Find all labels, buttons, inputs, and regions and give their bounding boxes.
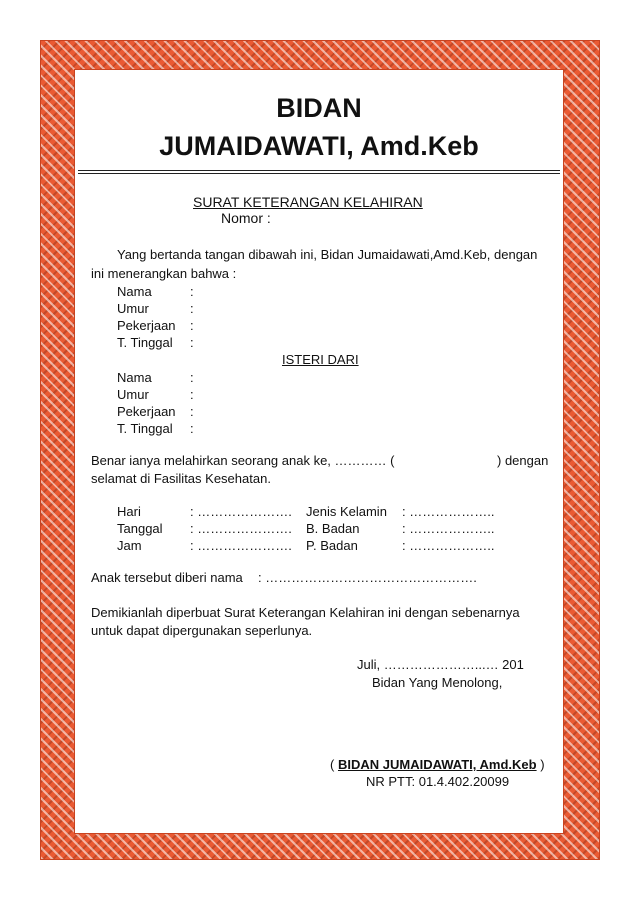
detail-label: Hari: [117, 504, 141, 519]
birth-statement: Benar ianya melahirkan seorang anak ke, ………… (: [91, 453, 395, 468]
field-colon: :: [190, 284, 194, 299]
closing-line1: Demikianlah diperbuat Surat Keterangan Kelahiran ini dengan sebenarnya: [91, 605, 520, 620]
field-label: T. Tinggal: [117, 421, 173, 436]
detail-value: : ………………….: [190, 538, 292, 553]
birth-statement-end: ) dengan: [497, 453, 549, 468]
detail-label: Jenis Kelamin: [306, 504, 387, 519]
letter-number: Nomor :: [221, 210, 271, 226]
detail-value: : ………………..: [402, 521, 495, 536]
field-colon: :: [190, 404, 194, 419]
paren-open: (: [330, 757, 335, 772]
closing-line2: untuk dapat dipergunakan seperlunya.: [91, 623, 313, 638]
field-colon: :: [190, 387, 194, 402]
detail-value: : ………………..: [402, 504, 495, 519]
field-colon: :: [190, 318, 194, 333]
detail-value: : ………………..: [402, 538, 495, 553]
field-label: Pekerjaan: [117, 404, 176, 419]
field-label: Nama: [117, 370, 152, 385]
signature-date: Juli, …………………...… 201: [357, 657, 524, 672]
signature-nr: NR PTT: 01.4.402.20099: [366, 774, 510, 789]
field-colon: :: [190, 370, 194, 385]
field-colon: :: [190, 301, 194, 316]
intro-line1: Yang bertanda tangan dibawah ini, Bidan Jumaidawati,Amd.Keb, dengan: [117, 247, 538, 262]
field-label: T. Tinggal: [117, 335, 173, 350]
detail-label: Jam: [117, 538, 142, 553]
intro-line2: ini menerangkan bahwa :: [91, 266, 237, 281]
field-label: Umur: [117, 301, 149, 316]
detail-label: B. Badan: [306, 521, 360, 536]
detail-value: : ………………….: [190, 504, 292, 519]
field-label: Umur: [117, 387, 149, 402]
header-rule-second: [78, 173, 560, 174]
field-colon: :: [190, 335, 194, 350]
paren-close: ): [540, 757, 545, 772]
child-name-label: Anak tersebut diberi nama: [91, 570, 243, 585]
spouse-heading: ISTERI DARI: [282, 352, 359, 367]
letter-title: SURAT KETERANGAN KELAHIRAN: [193, 194, 423, 210]
signature-name-line: [330, 757, 545, 773]
field-colon: :: [190, 421, 194, 436]
detail-label: Tanggal: [117, 521, 163, 536]
header-title-line2: JUMAIDAWATI, Amd.Keb: [159, 131, 479, 161]
birth-statement-line2: selamat di Fasilitas Kesehatan.: [91, 471, 271, 486]
signature-role: Bidan Yang Menolong,: [372, 675, 503, 690]
child-name-value: : ………………………………………….: [258, 570, 477, 585]
header-rule: [78, 170, 560, 171]
signature-name: BIDAN JUMAIDAWATI, Amd.Keb: [337, 757, 537, 772]
detail-value: : ………………….: [190, 521, 292, 536]
field-label: Pekerjaan: [117, 318, 176, 333]
detail-label: P. Badan: [306, 538, 358, 553]
header-title-line1: BIDAN: [276, 93, 362, 123]
document-page: [75, 70, 563, 833]
field-label: Nama: [117, 284, 152, 299]
